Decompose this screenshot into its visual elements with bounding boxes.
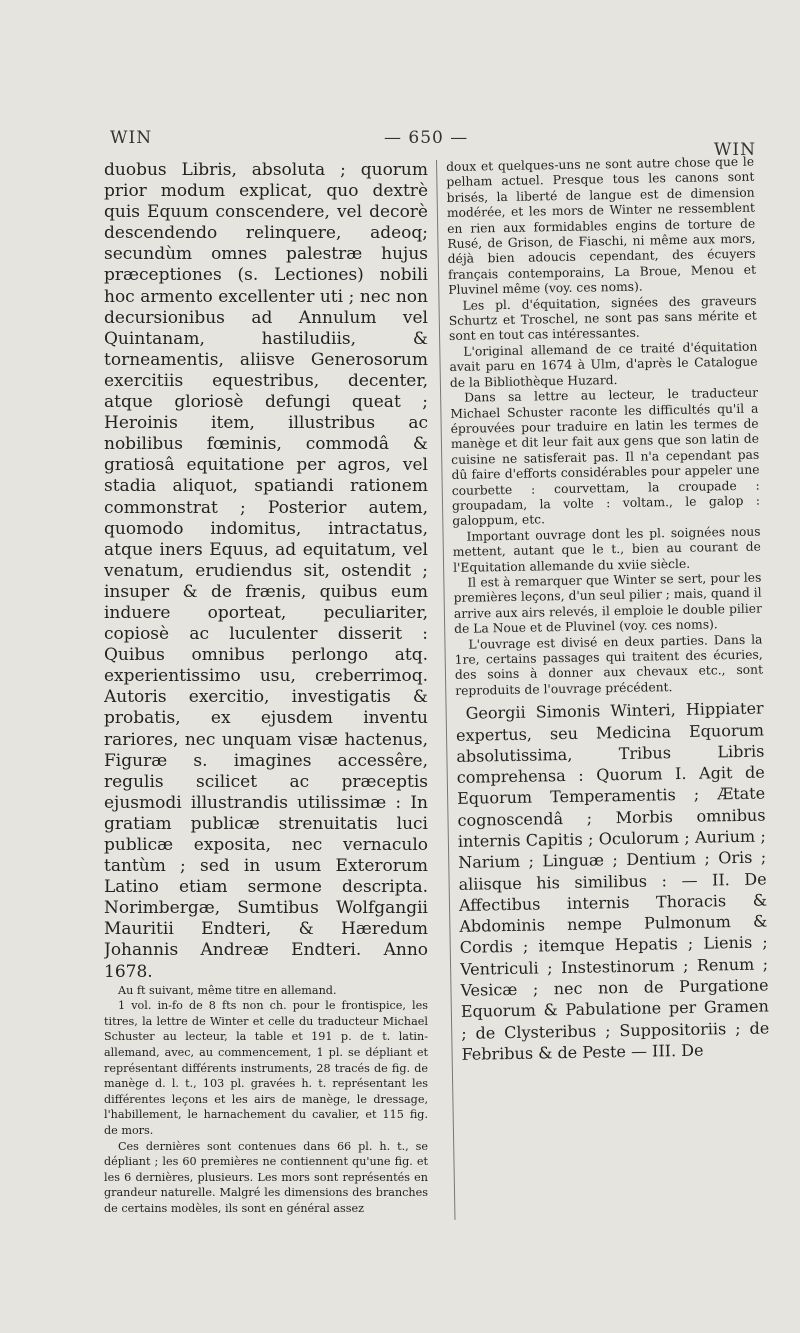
latin-title-continuation: duobus Libris, absoluta ; quorum prior modum explicat, quo dextrè quis Equum conscendere, vel decorè descendendo relinquere, adeoq; secundùm omnes palestræ hujus præceptiones (s. Lectiones) nobili hoc armento excellenter uti ; nec non decursionibus ad Annulum vel Quintanam, hastiludiis, & torneamentis, aliisve Generosorum exercitiis equestribus, decenter, atque gloriosè defungi queat ; Heroinis item, illustribus ac nobilibus fœminis, commodâ & gratiosâ equitatione per agros, vel stadia aliquot, spatiandi rationem commonstrat ; Posterior autem, quomodo indomitus, intractatus, atque iners Equus, ad equitatum, vel venatum, erudiendus sit, ostendit ; insuper & de frænis, quibus eum induere oporteat, peculiariter, copiosè ac luculenter disserit : Quibus omnibus perlongo atq. experientissimo usu, creberrimoq. Autoris exercitio, investigatis & probatis, ex ejusdem inventu rariores, nec unquam visæ hactenus, Figuræ s. imagines accessêre, regulis scilicet ac præceptis ejusmodi illustrandis utilissimæ : In gratiam publicæ strenuitatis luci publicæ exposita, nec vernaculo tantùm ; sed in usum Exterorum Latino etiam sermone descripta. Norimbergæ, Sumtibus Wolfgangii Mauritii Endteri, & Hæredum Johannis Andreæ Endteri. Anno 1678. — [104, 160, 428, 982]
note-paragraph: doux et quelques-uns ne sont autre chose que le pelham actuel. Presque tous les canons sont brisés, la liberté de langue est de dimension modérée, et les mors de Winter ne ressemblent en rien aux formidables engins de torture de Rusé, de Grison, de Fiaschi, ni même aux mors, déjà bien adoucis cependant, des écuyers français contemporains, La Broue, Menou et Pluvinel même (voy. ces noms). — [446, 154, 757, 298]
note-paragraph: L'original allemand de ce traité d'équitation avait paru en 1674 à Ulm, d'après le Catalogue de la Bibliothèque Huzard. — [449, 339, 758, 390]
note-paragraph: Ces dernières sont contenues dans 66 pl. h. t., se dépliant ; les 60 premières ne contiennent qu'une fig. et les 6 dernières, plusieurs. Les mors sont représentés en grandeur naturelle. Malgré les dimensions des branches de certains modèles, ils sont en général assez — [104, 1139, 428, 1215]
note-paragraph: L'ouvrage est divisé en deux parties. Dans la 1re, certains passages qui traitent des écuries, des soins à donner aux chevaux etc., sont reproduits de l'ouvrage précédent. — [454, 632, 764, 698]
note-paragraph: Important ouvrage dont les pl. soignées nous mettent, autant que le t., bien au courant de l'Equitation allemande du xviie siècle. — [452, 524, 761, 575]
note-paragraph: Il est à remarquer que Winter se sert, pour les premières leçons, d'un seul pilier ; mais, quand il arrive aux airs relevés, il emploie le double pilier de La Noue et de Pluvinel (voy. ces noms). — [453, 570, 762, 637]
latin-entry-title: Georgii Simonis Winteri, Hippiater expertus, seu Medicina Equorum absolutissima, Tribus Libris comprehensa : Quorum I. Agit de Equorum Temperamentis ; Ætate cognoscendâ ; Morbis omnibus internis Capitis ; Oculorum ; Aurium ; Narium ; Linguæ ; Dentium ; Oris ; aliisque his similibus : — II. De Affectibus internis Thoracis & Abdominis nempe Pulmonum & Cordis ; itemque Hepatis ; Lienis ; Ventriculi ; Instestinorum ; Renum ; Vesicæ ; nec non de Purgatione Equorum & Pabulatione per Gramen ; de Clysteribus ; Suppositoriis ; de Febribus & de Peste — III. De — [455, 698, 770, 1064]
right-column — [446, 155, 772, 1220]
running-head-right: WIN — [713, 140, 756, 160]
left-column — [104, 160, 428, 1225]
page-number: — 650 — — [384, 128, 469, 148]
note-paragraph: Les pl. d'équitation, signées des graveurs Schurtz et Troschel, ne sont pas sans mérite et sont en tout cas intéressantes. — [448, 293, 757, 344]
note-paragraph: 1 vol. in-fo de 8 fts non ch. pour le frontispice, les titres, la lettre de Winter et celle du traducteur Michael Schuster au lecteur, la table et 191 p. de t. latin-allemand, avec, au commencement, 1 pl. se dépliant et représentant différents instruments, 28 tracés de fig. de manège d. l. t., 103 pl. gravées h. t. représentant les différentes leçons et les airs de manège, le dressage, l'habillement, le harnachement du cavalier, et 115 fig. de mors. — [104, 999, 428, 1137]
note-paragraph: Au ft suivant, même titre en allemand. — [118, 983, 337, 997]
note-paragraph: Dans sa lettre au lecteur, le traducteur Michael Schuster raconte les difficultés qu'il a éprouvées pour traduire en latin les termes de manège et dit leur fait aux gens que son latin de cuisine ne satisferait pas. Il n'a cependant pas dû faire d'efforts considérables pour appeler une courbette : courvettam, la croupade : groupadam, la volte : voltam., le galop : galoppum, etc. — [450, 385, 761, 529]
running-head-left: WIN — [110, 128, 153, 148]
